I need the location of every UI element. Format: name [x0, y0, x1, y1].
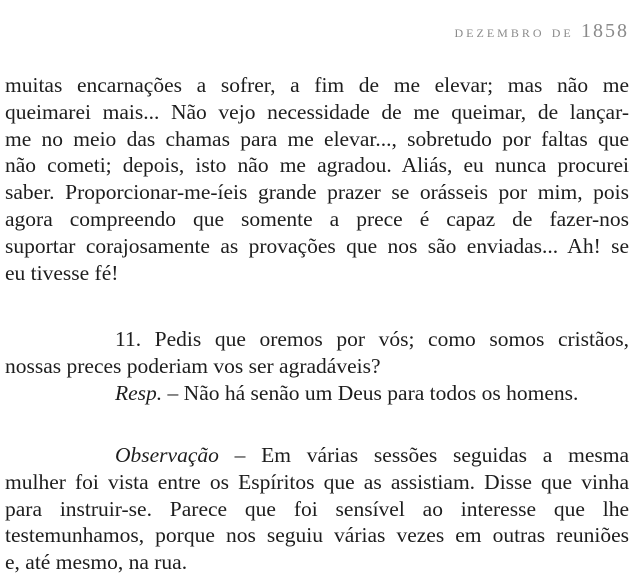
- question-line: nossas preces poderiam vos ser agradáveis?: [5, 353, 381, 378]
- text-line: me no meio das chamas para me elevar..., sobretudo por faltas que: [5, 126, 629, 151]
- observation-first-text: – Em várias sessões seguidas a mesma: [218, 443, 629, 467]
- text-line: eu tivesse fé!: [5, 260, 119, 285]
- text-line: para instruir-se. Parece que foi sensível ao interesse que lhe: [5, 496, 629, 521]
- running-title: dezembro de: [454, 22, 574, 41]
- text-line: não cometi; depois, isto não me agradou. Aliás, eu nunca procurei: [5, 153, 629, 178]
- question-11: [5, 326, 629, 406]
- observation-label: Observação: [115, 443, 219, 467]
- resp-text: – Não há senão um Deus para todos os homens.: [162, 380, 579, 405]
- running-header: [455, 20, 630, 43]
- text-line: queimarei mais... Não vejo necessidade de me queimar, de lançar-: [5, 99, 629, 124]
- header-year: 1858: [581, 20, 629, 42]
- text-line: suportar corajosamente as provações que nos são enviadas... Ah! se: [5, 233, 629, 258]
- text-line: muitas encarnações a sofrer, a fim de me elevar; mas não me: [5, 73, 629, 97]
- observation-first-line: [5, 442, 629, 469]
- text-line: e, até mesmo, na rua.: [5, 550, 188, 575]
- text-line: mulher foi vista entre os Espíritos que as assistiam. Disse que vinha: [5, 469, 629, 494]
- paragraph-continuation: [5, 72, 629, 286]
- answer-line: [5, 380, 629, 407]
- resp-label: Resp.: [115, 380, 163, 405]
- text-line: saber. Proporcionar-me-íeis grande prazer se orásseis por mim, pois: [5, 180, 629, 205]
- text-line: agora compreendo que somente a prece é capaz de fazer-nos: [5, 206, 629, 231]
- observation-paragraph: [5, 442, 629, 576]
- question-line: 11. Pedis que oremos por vós; como somos cristãos,: [115, 327, 629, 351]
- text-line: testemunhamos, porque nos seguiu várias vezes em outras reuniões: [5, 523, 629, 548]
